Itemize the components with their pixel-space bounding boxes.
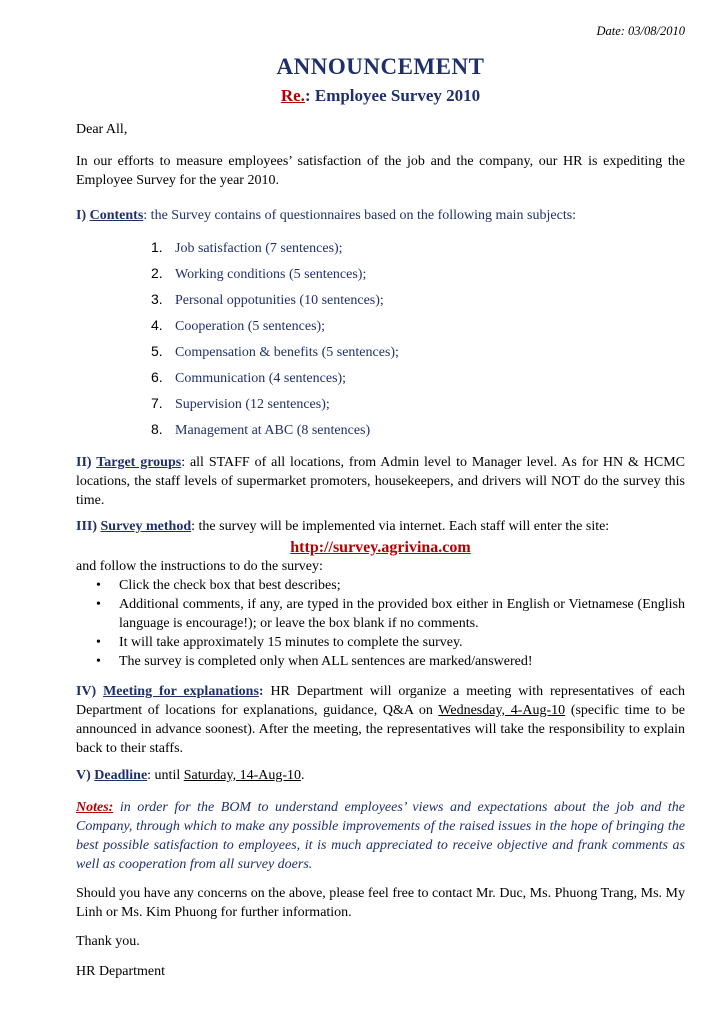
list-item-number: 6.	[151, 369, 163, 385]
contents-prefix: I)	[76, 208, 90, 223]
method-prefix: III)	[76, 519, 101, 534]
intro-paragraph: In our efforts to measure employees’ satisfaction of the job and the company, our HR is expediting the Employee Survey for the year 2010.	[76, 154, 685, 188]
meeting-date: Wednesday, 4-Aug-10	[438, 703, 566, 718]
list-item	[151, 342, 399, 368]
instructions-list	[96, 576, 685, 671]
subtitle-re: Re.	[280, 86, 305, 105]
list-item-text: Cooperation (5 sentences);	[175, 319, 326, 334]
meeting-text-1: HR Department will organize a meeting with representatives of each Department of locations for explanations, guidance, Q&A on	[76, 684, 685, 718]
list-item	[151, 264, 399, 290]
concerns-paragraph: Should you have any concerns on the above, please feel free to contact Mr. Duc, Ms. Phuong Trang, Ms. My Linh or Ms. Kim Phuong for further information.	[76, 886, 685, 920]
list-item	[151, 420, 399, 446]
meeting-prefix: IV)	[76, 684, 104, 699]
notes-label: Notes:	[76, 800, 114, 815]
page-subtitle	[76, 86, 685, 106]
signature: HR Department	[76, 964, 166, 979]
method-text: : the survey will be implemented via internet. Each staff will enter the site:	[191, 519, 610, 534]
list-item-text: Management at ABC (8 sentences)	[175, 423, 371, 438]
bullet-text: Additional comments, if any, are typed in the provided box either in English or Vietnamese (English language is encourage!); or leave the box blank if no comments.	[119, 597, 685, 631]
target-label: Target groups	[96, 455, 182, 470]
list-item-number: 4.	[151, 317, 163, 333]
list-item-text: Personal oppotunities (10 sentences);	[175, 293, 384, 308]
meeting-label: Meeting for explanations	[103, 684, 259, 699]
thanks-line: Thank you.	[76, 934, 140, 949]
list-item	[96, 576, 685, 595]
deadline-label: Deadline	[94, 768, 148, 783]
list-item	[151, 394, 399, 420]
bullet-icon: •	[96, 635, 101, 650]
bullet-text: It will take approximately 15 minutes to complete the survey.	[119, 635, 463, 650]
list-item-text: Communication (4 sentences);	[175, 371, 347, 386]
contents-heading	[76, 206, 685, 225]
notes-paragraph	[76, 798, 685, 874]
meeting-colon: :	[258, 684, 264, 699]
list-item-number: 7.	[151, 395, 163, 411]
deadline-prefix: V)	[76, 768, 95, 783]
page-title: ANNOUNCEMENT	[276, 54, 485, 79]
target-groups-paragraph	[76, 453, 685, 510]
method-label: Survey method	[100, 519, 192, 534]
list-item	[151, 290, 399, 316]
list-item	[151, 316, 399, 342]
list-item-number: 5.	[151, 343, 163, 359]
list-item-text: Compensation & benefits (5 sentences);	[175, 345, 399, 360]
list-item-number: 3.	[151, 291, 163, 307]
deadline-text-1: : until	[147, 768, 184, 783]
target-prefix: II)	[76, 455, 97, 470]
meeting-paragraph	[76, 682, 685, 758]
list-item-number: 2.	[151, 265, 163, 281]
deadline-date: Saturday, 14-Aug-10	[183, 768, 302, 783]
bullet-text: Click the check box that best describes;	[119, 578, 341, 593]
contents-text: : the Survey contains of questionnaires based on the following main subjects:	[143, 208, 577, 223]
list-item	[96, 595, 685, 633]
deadline-text-2: .	[301, 768, 305, 783]
subtitle-text: : Employee Survey 2010	[304, 86, 481, 105]
deadline-line	[76, 766, 685, 785]
contents-list	[151, 238, 399, 446]
document-date: Date: 03/08/2010	[596, 24, 685, 38]
follow-instructions: and follow the instructions to do the survey:	[76, 559, 323, 574]
bullet-icon: •	[96, 654, 101, 669]
survey-url-link[interactable]: http://survey.agrivina.com	[290, 539, 471, 556]
list-item-text: Supervision (12 sentences);	[175, 397, 330, 412]
contents-label: Contents	[89, 208, 144, 223]
bullet-icon: •	[96, 578, 101, 593]
notes-text: in order for the BOM to understand employees’ views and expectations about the job and the Company, through which to make any possible improvements of the raised issues in the hope of bringing the best possible satisfaction to employees, it is much appreciated to receive objective and frank comments as well as cooperation from all survey doers.	[76, 800, 685, 872]
list-item-text: Job satisfaction (7 sentences);	[175, 241, 343, 256]
survey-method-heading	[76, 517, 685, 536]
list-item	[96, 633, 685, 652]
meeting-text-2: (specific time to be announced in advance soonest). After the meeting, the representatives will take the responsibility to explain back to their staffs.	[76, 703, 685, 756]
list-item	[151, 368, 399, 394]
list-item-number: 8.	[151, 421, 163, 437]
bullet-text: The survey is completed only when ALL sentences are marked/answered!	[119, 654, 533, 669]
bullet-icon: •	[96, 597, 101, 612]
list-item	[96, 652, 685, 671]
target-text: : all STAFF of all locations, from Admin level to Manager level. As for HN & HCMC locations, the staff levels of supermarket promoters, housekeepers, and drivers will NOT do the survey this time.	[76, 455, 685, 508]
list-item-number: 1.	[151, 239, 163, 255]
list-item	[151, 238, 399, 264]
greeting: Dear All,	[76, 122, 128, 137]
list-item-text: Working conditions (5 sentences);	[175, 267, 367, 282]
